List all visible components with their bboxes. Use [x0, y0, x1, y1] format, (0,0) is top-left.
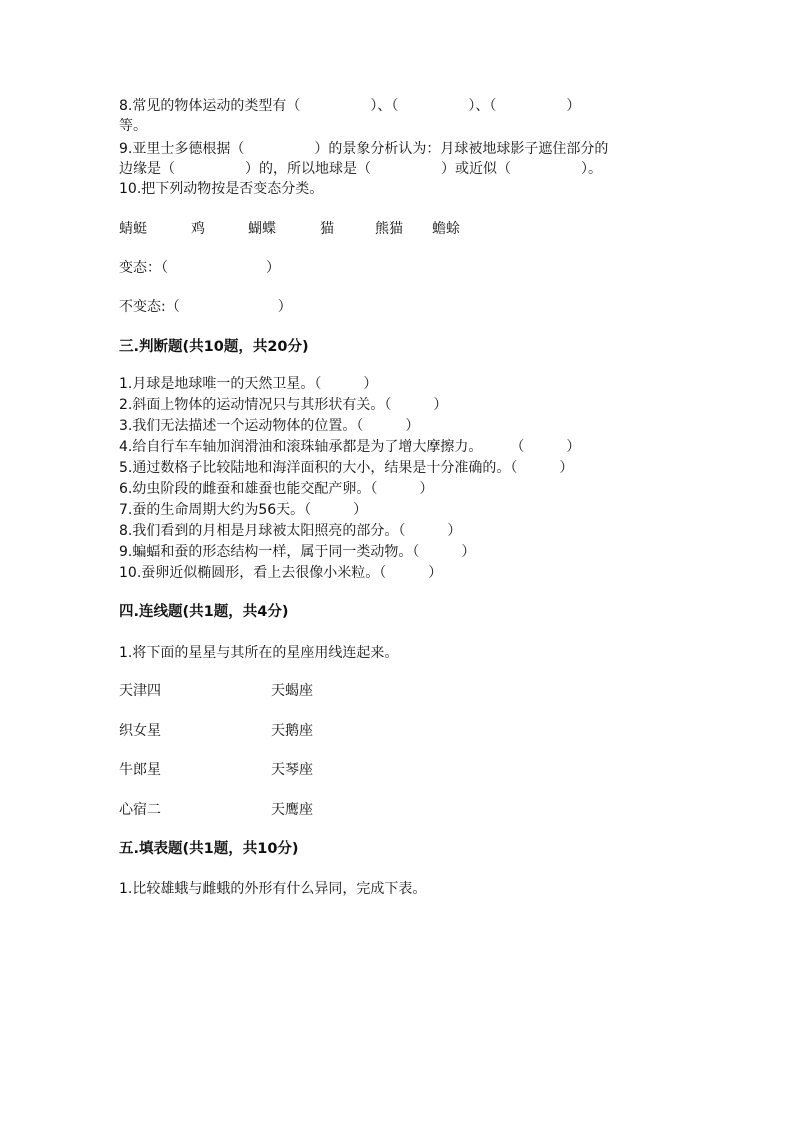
q10-line: 10.把下列动物按是否变态分类。 [119, 181, 324, 197]
animal-item: 蟾蜍 [432, 221, 460, 237]
animal-list [0, 219, 794, 239]
judgement-item: 9.蝙蝠和蚕的形态结构一样，属于同一类动物。（ ） [119, 544, 476, 560]
animal-item: 蝴蝶 [248, 221, 276, 237]
matching-row [0, 760, 794, 780]
judgement-item: 8.我们看到的月相是月球被太阳照亮的部分。（ ） [119, 523, 462, 539]
section-heading-matching: 四.连线题(共1题，共4分) [119, 604, 289, 620]
matching-row [0, 681, 794, 701]
judgement-item: 3.我们无法描述一个运动物体的位置。（ ） [119, 418, 420, 434]
judgement-item: 10.蚕卵近似椭圆形，看上去很像小米粒。（ ） [119, 565, 443, 581]
constellation-name: 天鹅座 [271, 723, 313, 739]
star-name: 心宿二 [119, 802, 161, 818]
judgement-item: 4.给自行车车轴加润滑油和滚珠轴承都是为了增大摩擦力。 （ ） [119, 439, 581, 455]
metamorphosis-blank: 变态：（ ） [119, 260, 280, 276]
matching-row [0, 721, 794, 741]
q9-line1: 9.亚里士多德根据（ ）的景象分析认为：月球被地球影子遮住部分的 [119, 141, 609, 157]
judgement-item: 2.斜面上物体的运动情况只与其形状有关。（ ） [119, 397, 448, 413]
matching-question: 1.将下面的星星与其所在的星座用线连起来。 [119, 645, 399, 661]
q8-line2: 等。 [119, 118, 147, 134]
section-heading-table: 五.填表题(共1题，共10分) [119, 841, 299, 857]
section-heading-judgement: 三.判断题(共10题，共20分) [119, 339, 309, 355]
judgement-item: 1.月球是地球唯一的天然卫星。（ ） [119, 376, 378, 392]
q8-line1: 8.常见的物体运动的类型有（ ）、（ ）、（ ） [119, 98, 581, 114]
animal-item: 熊猫 [375, 221, 403, 237]
no-metamorphosis-blank: 不变态:（ ） [119, 299, 292, 315]
judgement-item: 5.通过数格子比较陆地和海洋面积的大小，结果是十分准确的。（ ） [119, 460, 574, 476]
constellation-name: 天琴座 [271, 762, 313, 778]
animal-item: 猫 [320, 221, 334, 237]
table-question: 1.比较雄蛾与雌蛾的外形有什么异同，完成下表。 [119, 881, 427, 897]
constellation-name: 天蝎座 [271, 683, 313, 699]
animal-item: 蜻蜓 [119, 221, 147, 237]
constellation-name: 天鹰座 [271, 802, 313, 818]
judgement-item: 7.蚕的生命周期大约为56天。（ ） [119, 502, 368, 518]
judgement-item: 6.幼虫阶段的雌蚕和雄蚕也能交配产卵。（ ） [119, 481, 434, 497]
star-name: 牛郎星 [119, 762, 161, 778]
star-name: 织女星 [119, 723, 161, 739]
q9-line2: 边缘是（ ）的，所以地球是（ ）或近似（ ）。 [119, 161, 602, 177]
matching-row [0, 800, 794, 820]
star-name: 天津四 [119, 683, 161, 699]
animal-item: 鸡 [191, 221, 205, 237]
